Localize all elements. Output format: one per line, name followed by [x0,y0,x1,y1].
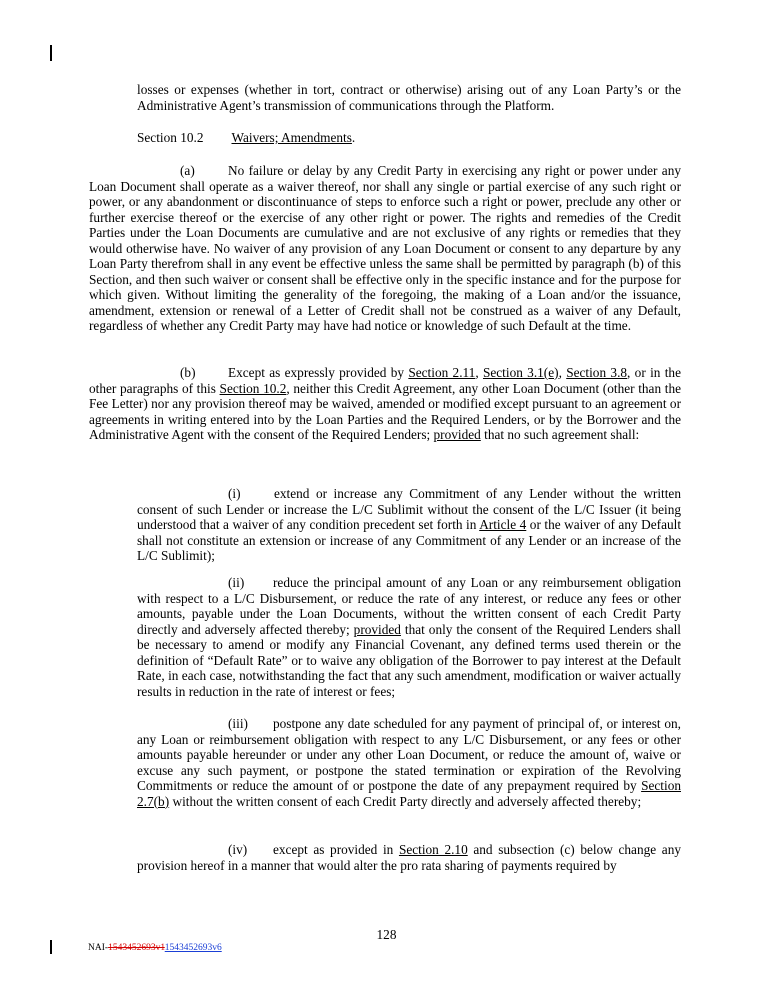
subparagraph-iv-label: (iv) [228,842,248,857]
defined-term-provided: provided [433,427,481,442]
document-footer-id [88,943,222,953]
subparagraph-i: (i) extend or increase any Commitment of any Lender without the written consent of such Lender or increase the L/C Sublimit without the consent of the L/C Issuer (it being understood that a waiver of any condition precedent set forth in Article 4 or the waiver of any Default shall not constitute an extension or increase of any Commitment of any Lender or an increase of the L/C Sublimit); [137,486,682,563]
section-title: Waivers; Amendments [231,130,352,145]
paragraph-a-text: No failure or delay by any Credit Party in exercising any right or power under any Loan Document shall operate as a waiver thereof, nor shall any single or partial exercise of any such right or power, or any abandonment or discontinuance of steps to enforce such a right or power, preclude any other or further exercise thereof or the exercise of any other right or power. The rights and remedies of the Credit Parties under the Loan Documents are cumulative and are not exclusive of any rights or remedies that they would otherwise have. No waiver of any provision of any Loan Document or consent to any departure by any Loan Party therefrom shall in any event be effective unless the same shall be permitted by paragraph (b) of this Section, and then such waiver or consent shall be effective only in the specific instance and for the purpose for which given. Without limiting the generality of the foregoing, the making of a Loan and/or the issuance, amendment, extension or renewal of a Letter of Credit shall not be construed as a waiver of any Default, regardless of whether any Credit Party may have had notice or knowledge of such Default at the time. [89,163,681,333]
subparagraph-iii: (iii) postpone any date scheduled for any payment of principal of, or interest on, any Loan or reimbursement obligation with respect to any L/C Disbursement, or any fees or other amounts payable hereunder or under any other Loan Document, or reduce the amount of, waive or excuse any such payment, or postpone the stated termination or expiration of the Revolving Commitments or reduce the amount of or postpone the date of any prepayment required by Section 2.7(b) without the written consent of each Credit Party directly and adversely affected thereby; [137,716,681,809]
footer-inserted-version: 1543452693v6 [164,943,222,953]
change-bar-top [50,45,52,61]
cross-reference-link[interactable]: Article 4 [479,517,527,532]
footer-prefix: NAI- [88,943,109,953]
cross-reference-link[interactable]: Section 2.10 [398,842,468,857]
cross-reference-link[interactable]: Section 2.7(b) [137,778,681,809]
cross-reference-link[interactable]: Section 3.8 [566,365,628,380]
subparagraph-iii-label: (iii) [228,716,248,731]
cross-reference-link[interactable]: Section 3.1(e) [482,365,559,380]
paragraph-b-label: (b) [180,365,196,380]
paragraph-b: (b) Except as expressly provided by Section 2.11, Section 3.1(e), Section 3.8, or in the other paragraphs of this Section 10.2, neither this Credit Agreement, any other Loan Document (other than the Fee Letter) nor any provision thereof may be waived, amended or modified except pursuant to an agreement or agreements in writing entered into by the Loan Parties and the Required Lenders, or by the Borrower and the Administrative Agent with the consent of the Required Lenders; provided that no such agreement shall: [89,365,681,442]
defined-term-provided: provided [353,621,401,637]
cross-reference-link[interactable]: Section 10.2 [219,380,287,396]
paragraph-a-label: (a) [180,163,195,178]
subparagraph-i-label: (i) [228,486,241,501]
section-number: Section 10.2 [137,130,204,145]
page-number: 128 [376,927,397,942]
paragraph-a [89,163,681,334]
footer-deleted-version: 1543452693v1 [108,943,165,953]
subparagraph-iv: (iv) except as provided in Section 2.10 and subsection (c) below change any provision hereof in a manner that would alter the pro rata sharing of payments required by [137,842,681,873]
cross-reference-link[interactable]: Section 2.11 [408,365,476,380]
intro-paragraph: losses or expenses (whether in tort, contract or otherwise) arising out of any Loan Party’s or the Administrative Agent’s transmission of communications through the Platform. [137,82,681,113]
subparagraph-ii-label: (ii) [228,575,245,590]
section-heading: Section 10.2 Waivers; Amendments. [137,130,356,145]
subparagraph-ii: (ii) reduce the principal amount of any Loan or any reimbursement obligation with respect to a L/C Disbursement, or reduce the rate of any interest, or reduce any fees or other amounts, payable under the Loan Documents, without the written consent of each Credit Party directly and adversely affected thereby; provided that only the consent of the Required Lenders shall be necessary to amend or modify any Financial Covenant, any defined terms used therein or the definition of “Default Rate” or to waive any obligation of the Borrower to pay interest at the Default Rate, in each case, notwithstanding the fact that any such amendment, modification or waiver actually results in reduction in the rate of interest or fees; [137,575,681,699]
